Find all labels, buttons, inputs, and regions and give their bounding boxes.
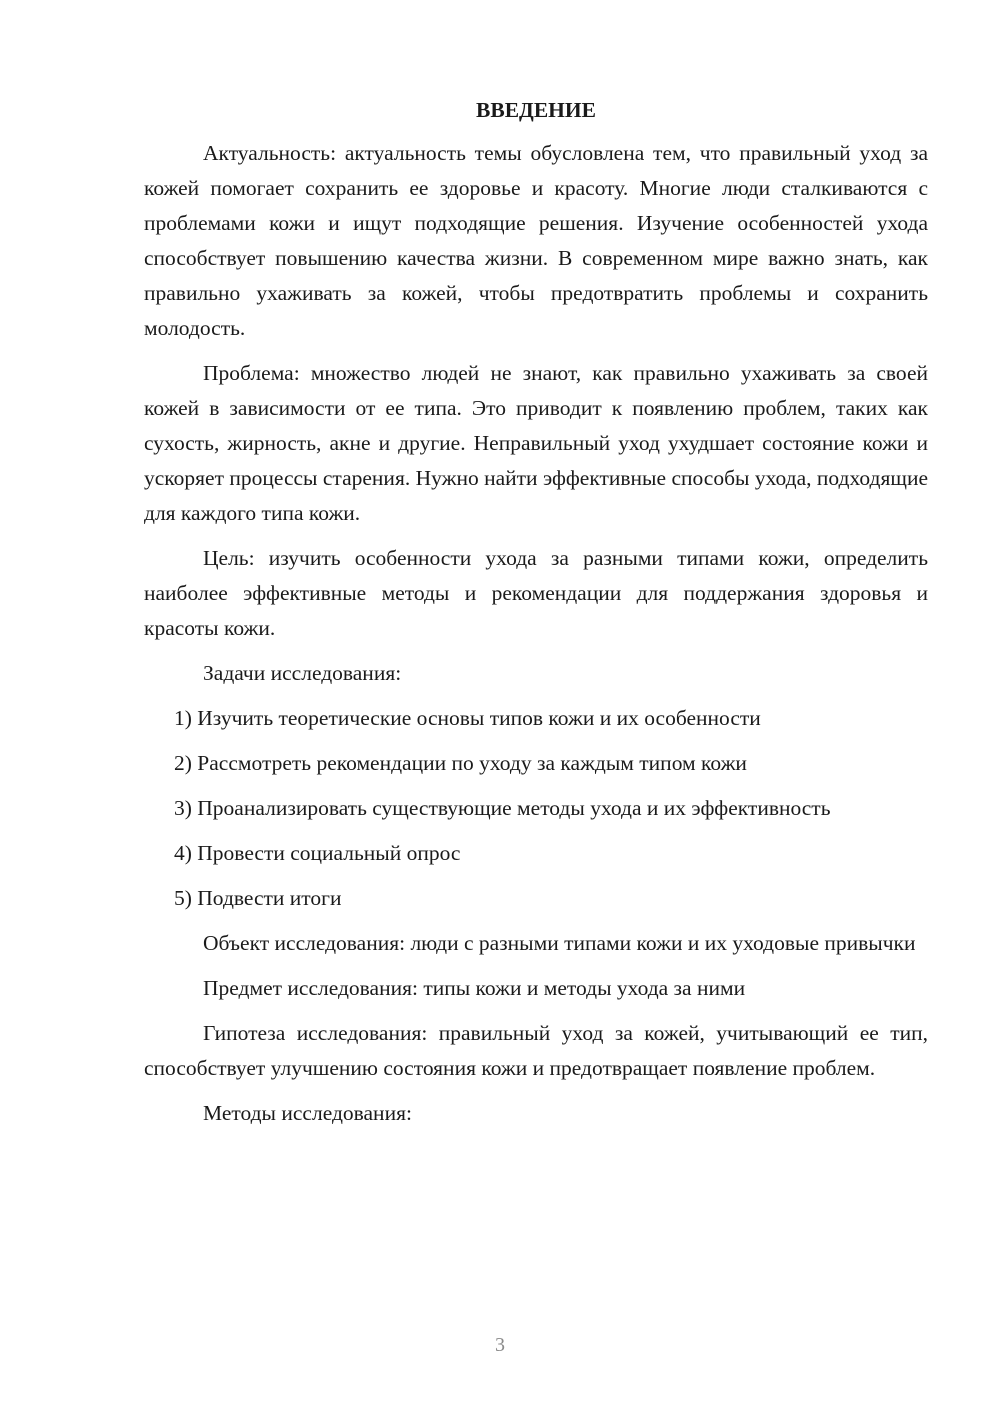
methods-title: Методы исследования:: [203, 1101, 412, 1125]
object-paragraph: Объект исследования: люди с разными типами кожи и их уходовые привычки: [203, 931, 916, 955]
subject-paragraph: Предмет исследования: типы кожи и методы ухода за ними: [203, 976, 746, 1000]
page-number: 3: [495, 1334, 505, 1356]
task-item: 4) Провести социальный опрос: [174, 841, 461, 865]
task-item: 3) Проанализировать существующие методы ухода и их эффективность: [174, 796, 831, 820]
task-item: 5) Подвести итоги: [174, 886, 342, 910]
task-item: 2) Рассмотреть рекомендации по уходу за каждым типом кожи: [174, 751, 747, 775]
tasks-title: Задачи исследования:: [203, 661, 402, 685]
hypothesis-paragraph: Гипотеза исследования: правильный уход за кожей, учитывающий ее тип, способствует улучшению состояния кожи и предотвращает появление проблем.: [144, 1021, 928, 1080]
task-item: 1) Изучить теоретические основы типов кожи и их особенности: [174, 706, 761, 730]
goal-paragraph: Цель: изучить особенности ухода за разными типами кожи, определить наиболее эффективные методы и рекомендации для поддержания здоровья и красоты кожи.: [144, 546, 928, 640]
section-heading: ВВЕДЕНИЕ: [476, 98, 596, 122]
relevance-paragraph: Актуальность: актуальность темы обусловлена тем, что правильный уход за кожей помогает сохранить ее здоровье и красоту. Многие люди сталкиваются с проблемами кожи и ищут подходящие решения. Изучение особенностей ухода способствует повышению качества жизни. В современном мире важно знать, как правильно ухаживать за кожей, чтобы предотвратить проблемы и сохранить молодость.: [144, 141, 928, 340]
page-content: [144, 95, 928, 1141]
problem-paragraph: Проблема: множество людей не знают, как правильно ухаживать за своей кожей в зависимости от ее типа. Это приводит к появлению проблем, таких как сухость, жирность, акне и другие. Неправильный уход ухудшает состояние кожи и ускоряет процессы старения. Нужно найти эффективные способы ухода, подходящие для каждого типа кожи.: [144, 361, 928, 525]
